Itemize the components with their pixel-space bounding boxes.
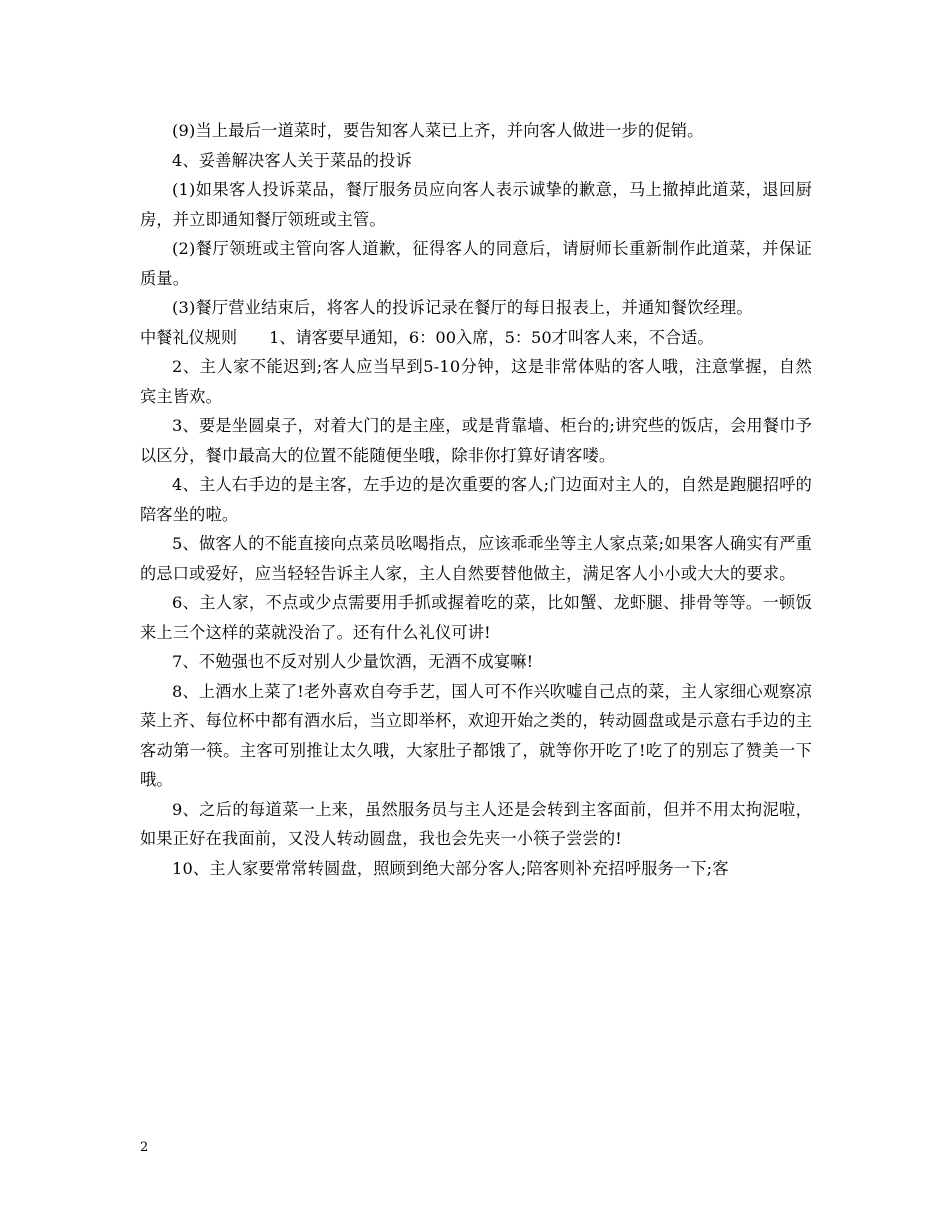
rule-item: 8、上酒水上菜了!老外喜欢自夸手艺，国人可不作兴吹嘘自己点的菜，主人家细心观察凉菜上齐、每位杯中都有酒水后，当立即举杯，欢迎开始之类的，转动圆盘或是示意右手边的主客动第一筷。主客可别推让太久哦，大家肚子都饿了，就等你开吃了!吃了的别忘了赞美一下哦。 xyxy=(140,681,812,789)
rule-item: 7、不勉强也不反对别人少量饮酒，无酒不成宴嘛! xyxy=(172,652,534,671)
rule-item: 4、主人右手边的是主客，左手边的是次重要的客人;门边面对主人的，自然是跑腿招呼的陪客坐的啦。 xyxy=(140,475,812,524)
rule-item: 10、主人家要常常转圆盘，照顾到绝大部分客人;陪客则补充招呼服务一下;客 xyxy=(172,858,729,878)
page-number: 2 xyxy=(140,1140,149,1155)
rule-item: 6、主人家，不点或少点需要用手抓或握着吃的菜，比如蟹、龙虾腿、排骨等等。一顿饭来上三个这样的菜就没治了。还有什么礼仪可讲! xyxy=(140,593,812,642)
paragraph: (1)如果客人投诉菜品，餐厅服务员应向客人表示诚挚的歉意，马上撤掉此道菜，退回厨房，并立即通知餐厅领班或主管。 xyxy=(140,180,812,229)
subheading: 4、妥善解决客人关于菜品的投诉 xyxy=(172,150,412,170)
section-heading-line xyxy=(140,323,812,353)
rule-item: 2、主人家不能迟到;客人应当早到5-10分钟，这是非常体贴的客人哦，注意掌握，自然宾主皆欢。 xyxy=(140,357,812,406)
page-body xyxy=(140,116,812,883)
paragraph: (9)当上最后一道菜时，要告知客人菜已上齐，并向客人做进一步的促销。 xyxy=(172,121,704,140)
paragraph: (2)餐厅领班或主管向客人道歉，征得客人的同意后，请厨师长重新制作此道菜，并保证质量。 xyxy=(140,239,812,288)
rule-item: 5、做客人的不能直接向点菜员吆喝指点，应该乖乖坐等主人家点菜;如果客人确实有严重的忌口或爱好，应当轻轻告诉主人家，主人自然要替他做主，满足客人小小或大大的要求。 xyxy=(140,534,812,583)
paragraph: (3)餐厅营业结束后，将客人的投诉记录在餐厅的每日报表上，并通知餐饮经理。 xyxy=(172,298,753,317)
rule-item: 1、请客要早通知，6：00入席，5：50才叫客人来，不合适。 xyxy=(269,327,714,347)
section-title: 中餐礼仪规则 xyxy=(140,327,238,347)
rule-item: 9、之后的每道菜一上来，虽然服务员与主人还是会转到主客面前，但并不用太拘泥啦，如果正好在我面前，又没人转动圆盘，我也会先夹一小筷子尝尝的! xyxy=(140,799,812,848)
rule-item: 3、要是坐圆桌子，对着大门的是主座，或是背靠墙、柜台的;讲究些的饭店，会用餐巾予以区分，餐巾最高大的位置不能随便坐哦，除非你打算好请客喽。 xyxy=(140,416,812,465)
